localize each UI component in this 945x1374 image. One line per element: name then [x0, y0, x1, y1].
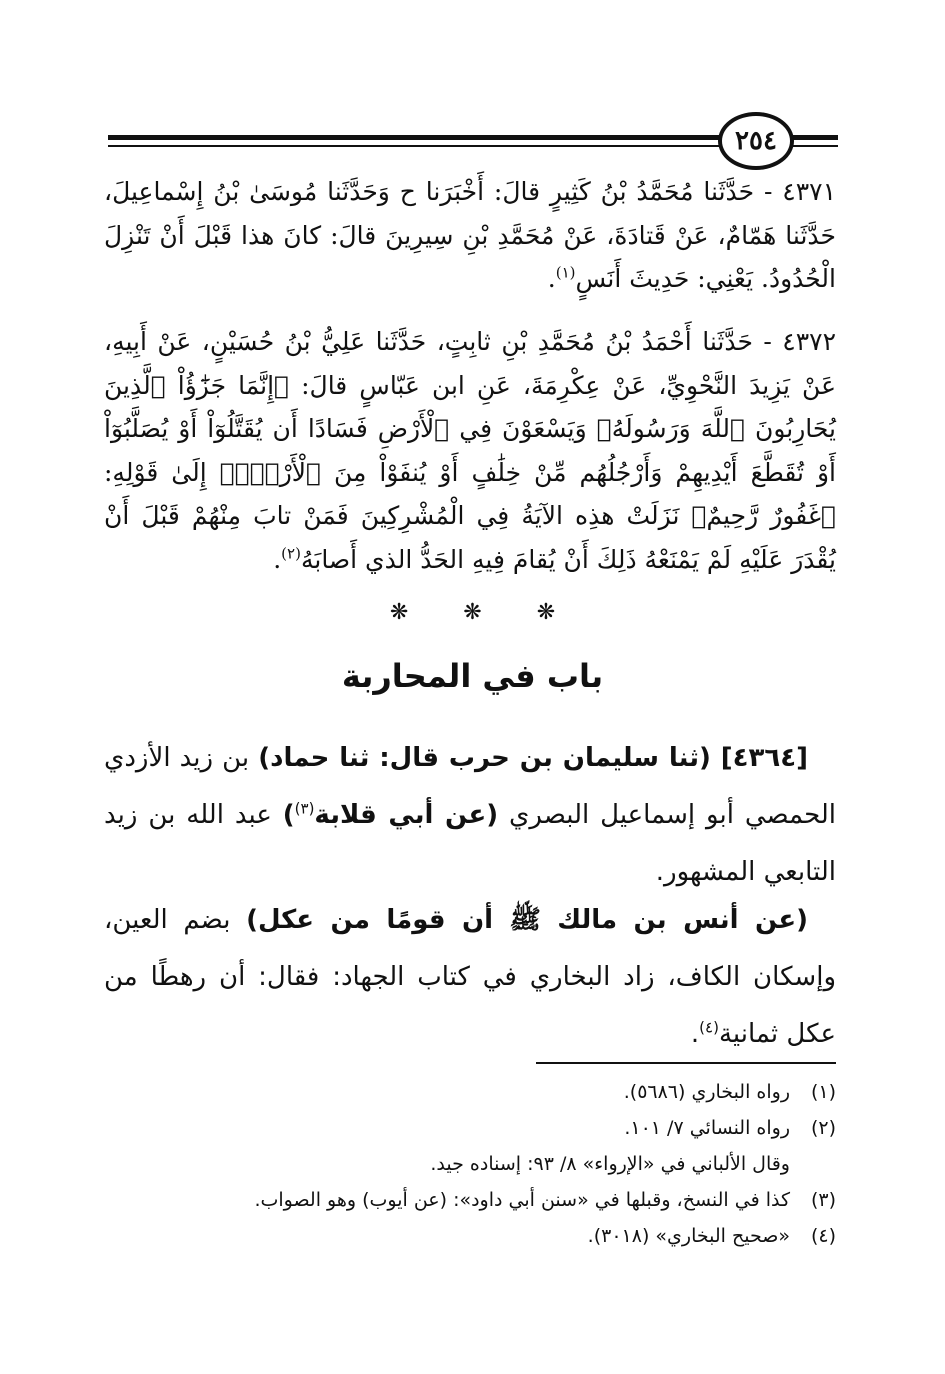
- hadith-end: .: [547, 264, 556, 293]
- section-separator: [0, 600, 945, 625]
- hadith-4372: [104, 320, 836, 581]
- footnotes: [104, 1074, 836, 1254]
- star-ornament: ❋: [536, 600, 556, 625]
- commentary-paragraph: [104, 730, 836, 901]
- footnote-text: كذا في النسخ، وقبلها في «سنن أبي داود»: (عن أيوب) وهو الصواب.: [254, 1189, 790, 1211]
- commentary-text: .: [690, 1019, 700, 1049]
- hadith-end: .: [273, 544, 282, 574]
- commentary-bold: ): [282, 800, 295, 830]
- commentary-bold: [٤٣٦٤] (ثنا سليمان بن حرب قال: ثنا حماد): [258, 743, 808, 773]
- commentary-text: عبد الله بن زيد التابعي المشهور.: [104, 800, 836, 887]
- footnote-ref[interactable]: (٢): [281, 544, 301, 563]
- page-number: ٢٥٤: [718, 112, 794, 170]
- footnote-text: رواه النسائي ٧/ ١٠١.: [624, 1117, 790, 1139]
- footnote-text: وقال الألباني في «الإرواء» ٨/ ٩٣: إسناده جيد.: [430, 1153, 790, 1175]
- footnote-number: (٤): [810, 1225, 836, 1247]
- footnote-separator: [536, 1062, 836, 1064]
- hadith-4371: [104, 170, 836, 301]
- chapter-title: باب في المحاربة: [341, 657, 604, 695]
- footnote-text: «صحيح البخاري» (٣٠١٨).: [587, 1225, 790, 1247]
- star-ornament: ❋: [463, 600, 482, 625]
- commentary-bold: (عن أبي قلابة: [314, 800, 499, 830]
- hadith-text: ٤٣٧٢ - حَدَّثَنا أَحْمَدُ بْنُ مُحَمَّدِ بْنِ ثابِتٍ، حَدَّثَنا عَلِيُّ بْنُ حُسَيْنٍ، عَنْ أَبِيهِ، عَنْ يَزِيدَ النَّحْوِيِّ، عَنْ عِكْرِمَةَ، عَنِ ابن عَبّاسٍ قالَ: ﴿إِنَّمَا جَزَٰٓؤُاْ ٱلَّذِينَ يُحَارِبُونَ ٱللَّهَ وَرَسُولَهُۥ وَيَسْعَوْنَ فِي ٱلْأَرْضِ فَسَادًا أَن يُقَتَّلُوٓاْ أَوْ يُصَلَّبُوٓاْ أَوْ تُقَطَّعَ أَيْدِيهِمْ وَأَرْجُلُهُم مِّنْ خِلَٰفٍ أَوْ يُنفَوْاْ مِنَ ٱلْأَرْضِۚ﴾ إِلَىٰ قَوْلِهِ: ﴿غَفُورٌ رَّحِيمٌ﴾ نَزَلَتْ هذِه الآيَةُ فِي الْمُشْرِكِينَ فَمَنْ تابَ مِنْهُمْ قَبْلَ أَنْ يُقْدَرَ عَلَيْهِ لَمْ يَمْنَعْهُ ذَلِكَ أَنْ يُقامَ فِيهِ الحَدُّ الذي أَصابَهُ: [104, 327, 836, 574]
- footnote-text: رواه البخاري (٥٦٨٦).: [623, 1081, 790, 1103]
- footnote-ref[interactable]: (١): [555, 263, 576, 282]
- footnote-number: (٢): [810, 1117, 836, 1139]
- commentary-bold: (عن أنس بن مالك ﷺ أن قومًا من عكل): [246, 905, 808, 935]
- commentary-text: بضم العين، وإسكان الكاف، زاد البخاري في كتاب الجهاد: فقال: أن رهطًا من عكل ثمانية: [104, 905, 836, 1049]
- footnote-item: [104, 1074, 836, 1110]
- footnote-ref[interactable]: (٤): [699, 1018, 719, 1037]
- star-ornament: ❋: [389, 600, 409, 625]
- footnote-item: [104, 1110, 836, 1146]
- hadith-text: ٤٣٧١ - حَدَّثَنا مُحَمَّدُ بْنُ كَثِيرٍ قالَ: أَخْبَرَنا ح وَحَدَّثَنا مُوسَىٰ بْنُ إِسْماعِيلَ، حَدَّثَنا هَمّامٌ، عَنْ قَتادَةَ، عَنْ مُحَمَّدِ بْنِ سِيرِينَ قالَ: كانَ هذا قَبْلَ أَنْ تَنْزِلَ الْحُدُودُ. يَعْنِي: حَدِيثَ أَنَسٍ: [104, 177, 836, 293]
- footnote-item: [104, 1218, 836, 1254]
- commentary-paragraph: [104, 892, 836, 1063]
- commentary-text: بن زيد الأزدي الحمصي أبو إسماعيل البصري: [104, 743, 837, 830]
- footnote-ref[interactable]: (٣): [294, 799, 315, 818]
- footnote-number: (٣): [810, 1189, 836, 1211]
- footnote-number: (١): [810, 1081, 836, 1103]
- footnote-item: [104, 1146, 836, 1182]
- footnote-item: [104, 1182, 836, 1218]
